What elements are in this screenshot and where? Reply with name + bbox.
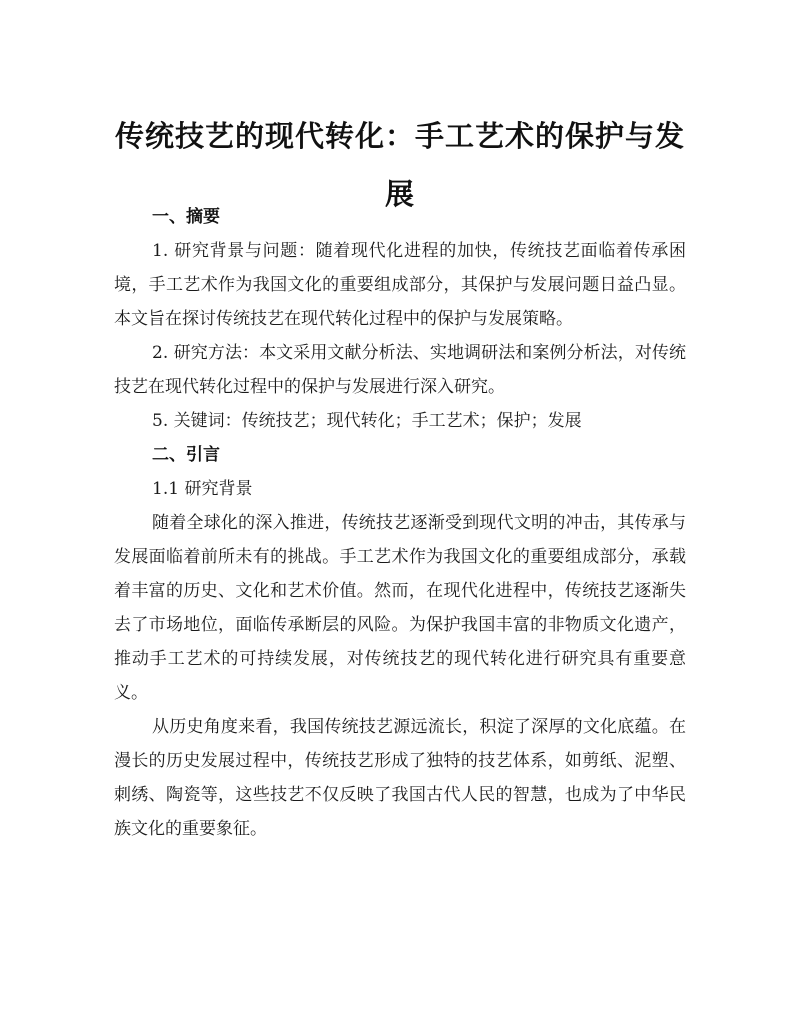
intro-paragraph-2: 从历史角度来看，我国传统技艺源远流长，积淀了深厚的文化底蕴。在漫长的历史发展过程中，传统技艺形成了独特的技艺体系，如剪纸、泥塑、刺绣、陶瓷等，这些技艺不仅反映了我国古代人民的智慧，也成为了中华民族文化的重要象征。 — [114, 717, 686, 839]
abstract-item-methods: 2. 研究方法：本文采用文献分析法、实地调研法和案例分析法，对传统技艺在现代转化过程中的保护与发展进行深入研究。 — [114, 343, 686, 397]
document-body — [114, 200, 686, 846]
section-heading-intro: 二、引言 — [152, 445, 220, 465]
intro-paragraph-1: 随着全球化的深入推进，传统技艺逐渐受到现代文明的冲击，其传承与发展面临着前所未有的挑战。手工艺术作为我国文化的重要组成部分，承载着丰富的历史、文化和艺术价值。然而，在现代化进程中，传统技艺逐渐失去了市场地位，面临传承断层的风险。为保护我国丰富的非物质文化遗产，推动手工艺术的可持续发展，对传统技艺的现代转化进行研究具有重要意义。 — [114, 513, 686, 703]
subsection-heading-background: 1.1 研究背景 — [152, 479, 253, 499]
abstract-item-keywords: 5. 关键词：传统技艺；现代转化；手工艺术；保护；发展 — [152, 411, 582, 431]
document-title: 传统技艺的现代转化：手工艺术的保护与发展 — [114, 119, 685, 212]
section-heading-abstract: 一、摘要 — [152, 207, 220, 227]
abstract-item-background: 1. 研究背景与问题：随着现代化进程的加快，传统技艺面临着传承困境，手工艺术作为我国文化的重要组成部分，其保护与发展问题日益凸显。本文旨在探讨传统技艺在现代转化过程中的保护与发展策略。 — [114, 241, 686, 329]
